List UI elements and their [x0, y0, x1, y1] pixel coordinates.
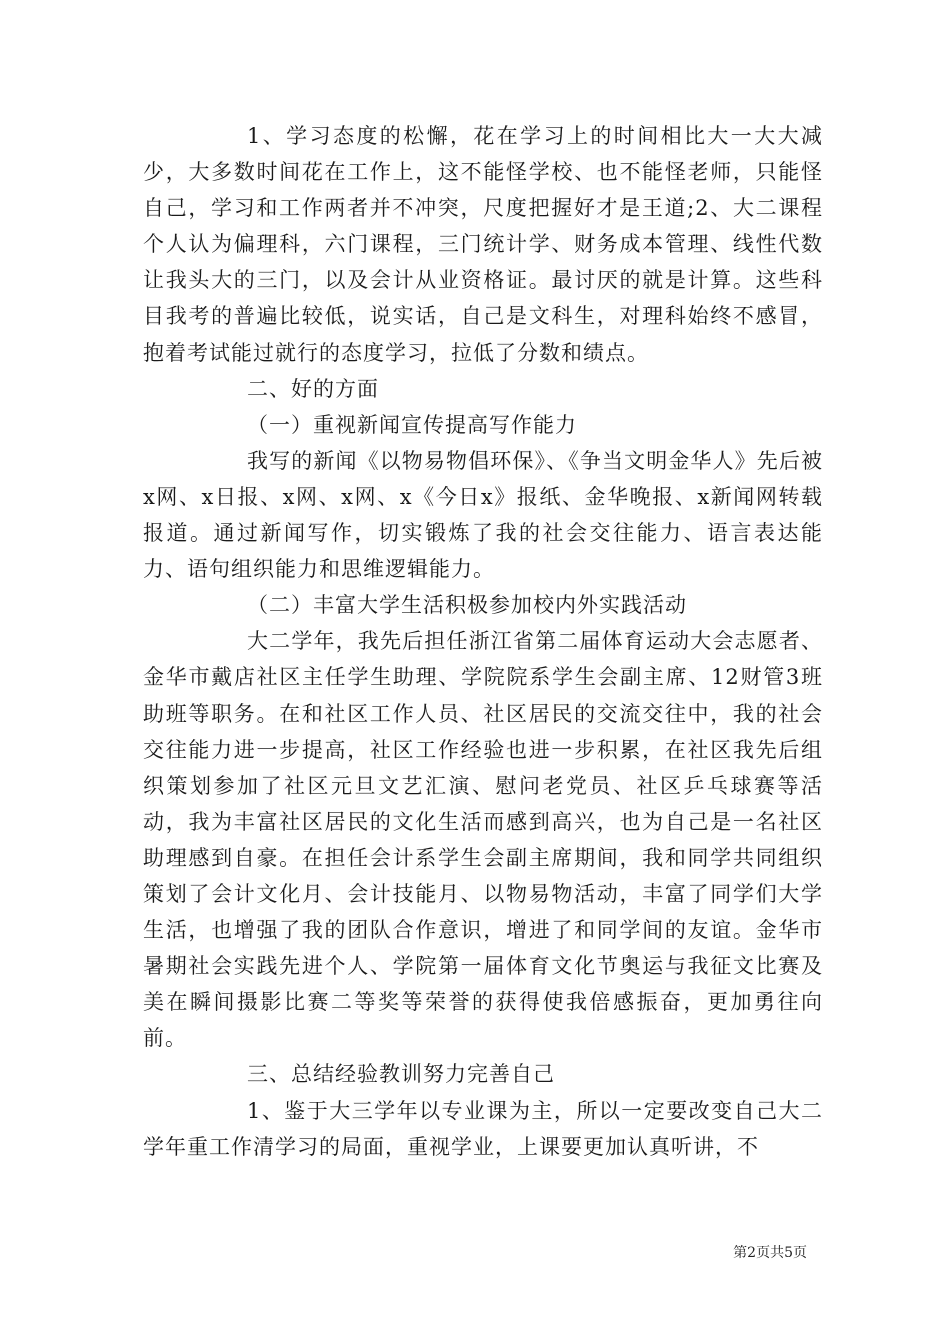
paragraph-news-writing: 我写的新闻《以物易物倡环保》、《争当文明金华人》先后被x网、x日报、x网、x网、x《今日x》报纸、金华晚报、x新闻网转载报道。通过新闻写作，切实锻炼了我的社会交往能力、语言表达能力、语句组织能力和思维逻辑能力。 [143, 448, 823, 582]
section-heading-good-aspects: 二、好的方面 [247, 376, 379, 401]
subheading-news-writing: （一）重视新闻宣传提高写作能力 [247, 412, 577, 437]
paragraph-practice-activities: 大二学年，我先后担任浙江省第二届体育运动大会志愿者、金华市戴店社区主任学生助理、学院院系学生会副主席、12财管3班助班等职务。在和社区工作人员、社区居民的交流交往中，我的社会交往能力进一步提高，社区工作经验也进一步积累，在社区我先后组织策划参加了社区元旦文艺汇演、慰问老党员、社区乒乓球赛等活动，我为丰富社区居民的文化生活而感到高兴，也为自己是一名社区助理感到自豪。在担任会计系学生会副主席期间，我和同学共同组织策划了会计文化月、会计技能月、以物易物活动，丰富了同学们大学生活，也增强了我的团队合作意识，增进了和同学间的友谊。金华市暑期社会实践先进个人、学院第一届体育文化节奥运与我征文比赛及美在瞬间摄影比赛二等奖等荣誉的获得使我倍感振奋，更加勇往向前。 [143, 629, 823, 1051]
subheading-practice-activities: （二）丰富大学生活积极参加校内外实践活动 [247, 593, 687, 618]
paragraph-study-attitude: 1、学习态度的松懈，花在学习上的时间相比大一大大减少，大多数时间花在工作上，这不能怪学校、也不能怪老师，只能怪自己，学习和工作两者并不冲突，尺度把握好才是王道;2、大二课程个人认为偏理科，六门课程，三门统计学、财务成本管理、线性代数让我头大的三门，以及会计从业资格证。最讨厌的就是计算。这些科目我考的普遍比较低，说实话，自己是文科生，对理科始终不感冒，抱着考试能过就行的态度学习，拉低了分数和绩点。 [143, 124, 823, 365]
paragraph-summary-1: 1、鉴于大三学年以专业课为主，所以一定要改变自己大二学年重工作清学习的局面，重视学业，上课要更加认真听讲，不 [143, 1098, 823, 1159]
document-body [143, 118, 823, 1165]
page-number-footer: 第2页共5页 [733, 1245, 807, 1261]
section-heading-summary: 三、总结经验教训努力完善自己 [247, 1062, 555, 1087]
